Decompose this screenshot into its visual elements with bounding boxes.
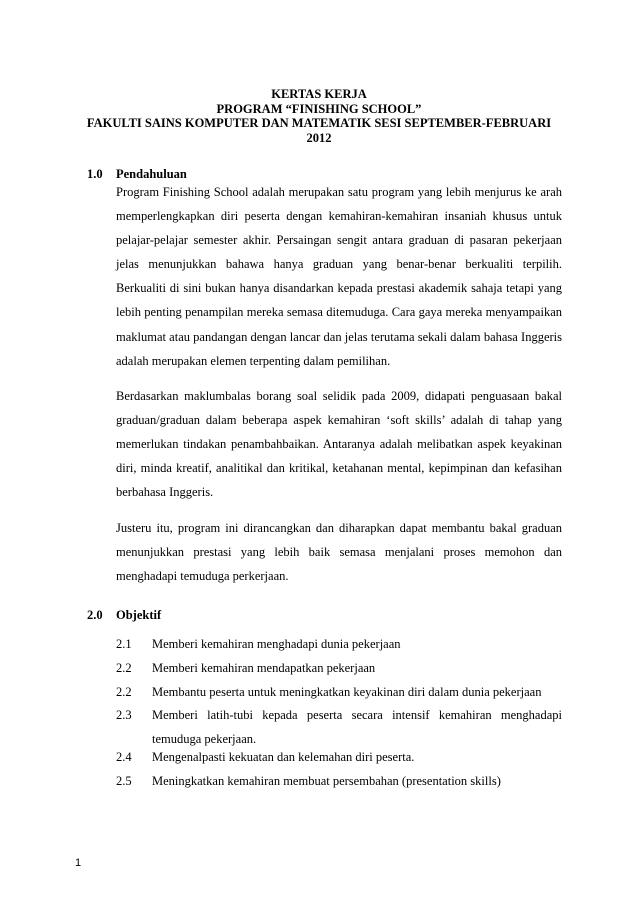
- document-title: [0, 87, 638, 145]
- title-line-4: 2012: [306, 130, 332, 145]
- objective-text: Membantu peserta untuk meningkatkan keyakinan diri dalam dunia pekerjaan: [152, 685, 542, 699]
- objective-text: Mengenalpasti kekuatan dan kelemahan diri peserta.: [152, 750, 415, 764]
- page-number: 1: [75, 857, 82, 869]
- paragraph-1: Program Finishing School adalah merupakan satu program yang lebih menjurus ke arah memperlengkapkan diri peserta dengan kemahiran-kemahiran insaniah khusus untuk pelajar-pelajar semester akhir. Persaingan sengit antara graduan di pasaran pekerjaan jelas menunjukkan bahawa hanya graduan yang benar-benar berkualiti terpilih. Berkualiti di sini bukan hanya disandarkan kepada prestasi akademik sahaja tetapi yang lebih penting penampilan mereka semasa ditemuduga. Cara gaya mereka menyampaikan maklumat atau pandangan dengan lancar dan jelas terutama sekali dalam bahasa Inggeris adalah merupakan elemen terpenting dalam pemilihan.: [116, 185, 562, 368]
- objective-text: Memberi kemahiran menghadapi dunia pekerjaan: [152, 637, 401, 651]
- objective-text: Memberi latih-tubi kepada peserta secara intensif kemahiran menghadapi temuduga pekerjaan.: [152, 708, 562, 747]
- objective-number: 2.2: [116, 661, 132, 675]
- title-line-2: PROGRAM “FINISHING SCHOOL”: [216, 101, 422, 116]
- section-1-title: Pendahuluan: [116, 167, 187, 181]
- title-line-3: FAKULTI SAINS KOMPUTER DAN MATEMATIK SESI SEPTEMBER-FEBRUARI: [86, 116, 552, 131]
- section-2-number: 2.0: [87, 608, 103, 622]
- paragraph-3: Justeru itu, program ini dirancangkan dan diharapkan dapat membantu bakal graduan menunjukkan prestasi yang lebih baik semasa menjalani proses memohon dan menghadapi temuduga perkerjaan.: [116, 521, 562, 584]
- objective-number: 2.5: [116, 774, 132, 788]
- objective-number: 2.3: [116, 708, 132, 722]
- objective-number: 2.2: [116, 685, 132, 699]
- objective-text: Meningkatkan kemahiran membuat persembahan (presentation skills): [152, 774, 501, 788]
- objective-number: 2.1: [116, 637, 132, 651]
- paragraph-2: Berdasarkan maklumbalas borang soal selidik pada 2009, didapati penguasaan bakal graduan/graduan dalam beberapa aspek kemahiran ‘soft skills’ adalah di tahap yang memerlukan tindakan penambahbaikan. Antaranya adalah melibatkan aspek keyakinan diri, minda kreatif, analitikal dan kritikal, ketahanan mental, kepimpinan dan kefasihan berbahasa Inggeris.: [116, 389, 562, 500]
- objective-text: Memberi kemahiran mendapatkan pekerjaan: [152, 661, 376, 675]
- objective-number: 2.4: [116, 750, 132, 764]
- section-1-number: 1.0: [87, 167, 103, 181]
- section-2-title: Objektif: [116, 608, 162, 622]
- title-line-1: KERTAS KERJA: [271, 87, 367, 101]
